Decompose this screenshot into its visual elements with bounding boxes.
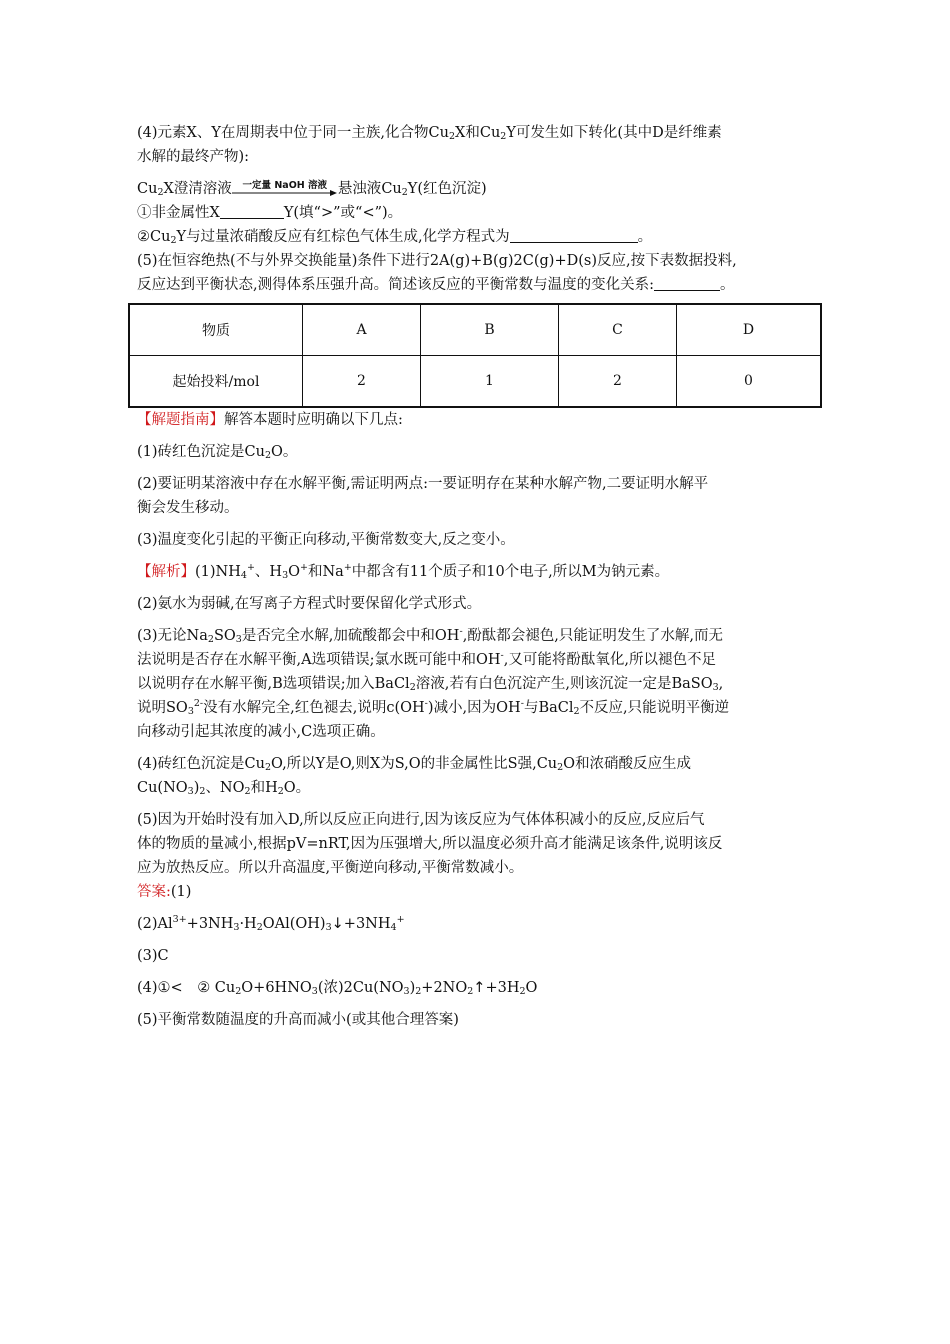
document-content [137, 121, 827, 1032]
q4-reaction-scheme: $Cu_2X$澄清溶液 一定量 NaOH 溶液 悬浊液$Cu_2Y$(红色沉淀) [137, 177, 827, 201]
q5-line2: 反应达到平衡状态,测得体系压强升高。简述该反应的平衡常数与温度的变化关系: 。 [137, 277, 735, 293]
answer-4: (4)①< ② $Cu_2O+6HNO_3$(浓)$2Cu(NO_3)_2+2NO_2↑+3H_2O$ [137, 980, 538, 997]
guide-item2-l2: 衡会发生移动。 [137, 500, 239, 516]
analysis-3-l5: 向移动引起其浓度的减小,C选项正确。 [137, 724, 385, 740]
table-cell: 物质 [129, 304, 303, 356]
answer-5: (5)平衡常数随温度的升高而减小(或其他合理答案) [137, 1012, 459, 1028]
analysis-1: 【解析】$(1)NH_4^+$、$H_3O^+$和Na+中都含有11个质子和10个电子,所以M为钠元素。 [137, 562, 670, 581]
analysis-3-l2: 法说明是否存在水解平衡,A选项错误;氯水既可能中和OH-,又可能将酚酞氧化,所以褪色不足 [137, 650, 716, 668]
answer-3: (3)C [137, 948, 169, 964]
analysis-label: 【解析】 [137, 564, 195, 580]
feed-table [128, 303, 822, 408]
analysis-4-l1: (4)砖红色沉淀是$Cu_2O$,所以Y是O,则X为S,O的非金属性比S强$,Cu_2O$和浓硝酸反应生成 [137, 756, 692, 773]
q4-intro-line2: 水解的最终产物): [137, 149, 250, 165]
guide-item1: (1)砖红色沉淀是$Cu_2O$。 [137, 444, 298, 461]
reaction-condition: 一定量 NaOH 溶液 [242, 180, 328, 191]
answer-blank [220, 204, 284, 219]
analysis-3-l1: (3)无论$Na_2SO_3$是否完全水解,加硫酸都会中和OH-,酚酞都会褪色,只能证明发生了水解,而无 [137, 626, 724, 645]
guide-item2-l1: (2)要证明某溶液中存在水解平衡,需证明两点:一要证明存在某种水解产物,二要证明水解平 [137, 476, 709, 492]
analysis-4-l2: $Cu(NO_3)_2$、$NO_2$和$H_2O$。 [137, 780, 311, 797]
answer-blank [510, 228, 638, 243]
reaction-arrow [232, 177, 338, 201]
answer-2: $(2)Al^{3+}+3NH_3\cdot H_2OAl(OH)_3↓+3NH_4^+$ [137, 914, 405, 933]
table-cell: 2 [559, 356, 677, 408]
analysis-5-l1: (5)因为开始时没有加入D,所以反应正向进行,因为该反应为气体体积减小的反应,反应后气 [137, 812, 705, 828]
table-row [129, 356, 821, 408]
table-cell: 2 [303, 356, 421, 408]
analysis-5-l2: 体的物质的量减小,根据pV=nRT,因为压强增大,所以温度必须升高才能满足该条件,说明该反 [137, 836, 723, 852]
answer-label: 答案: [137, 884, 171, 900]
analysis-2: (2)氨水为弱碱,在写离子方程式时要保留化学式形式。 [137, 596, 482, 612]
q4-subq1: ①非金属性X Y(填“>”或“<”)。 [137, 205, 403, 221]
q4-intro-line1: (4)元素X、Y在周期表中位于同一主族,化合物$Cu_2X$和$Cu_2Y$可发生如下转化(其中D是纤维素 [137, 125, 722, 142]
table-cell: 1 [421, 356, 559, 408]
table-row [129, 304, 821, 356]
analysis-3-l4: 说明$SO_3^{2-}$没有水解完全,红色褪去,说明c(OH-)减小,因为OH-与BaCl$_2$不反应,只能说明平衡逆 [137, 698, 730, 717]
analysis-5-l3: 应为放热反应。所以升高温度,平衡逆向移动,平衡常数减小。 [137, 860, 524, 876]
table-cell: 0 [677, 356, 822, 408]
q5-line1: (5)在恒容绝热(不与外界交换能量)条件下进行2A(g)+B(g)2C(g)+D(s)反应,按下表数据投料, [137, 253, 737, 269]
guide-heading: 【解题指南】解答本题时应明确以下几点: [137, 412, 403, 428]
table-cell: B [421, 304, 559, 356]
answer-blank [654, 276, 720, 291]
table-cell: C [559, 304, 677, 356]
guide-item3: (3)温度变化引起的平衡正向移动,平衡常数变大,反之变小。 [137, 532, 515, 548]
guide-label: 【解题指南】 [137, 412, 224, 428]
q4-subq2: $②Cu_2Y$与过量浓硝酸反应有红棕色气体生成,化学方程式为 。 [137, 229, 653, 246]
table-cell: D [677, 304, 822, 356]
table-cell: 起始投料/mol [129, 356, 303, 408]
table-cell: A [303, 304, 421, 356]
answer-heading: 答案:(1) [137, 884, 192, 900]
analysis-3-l3: 以说明存在水解平衡,B选项错误;加入BaCl$_2$溶液,若有白色沉淀产生,则该沉淀一定是BaSO$_3$, [137, 676, 724, 693]
